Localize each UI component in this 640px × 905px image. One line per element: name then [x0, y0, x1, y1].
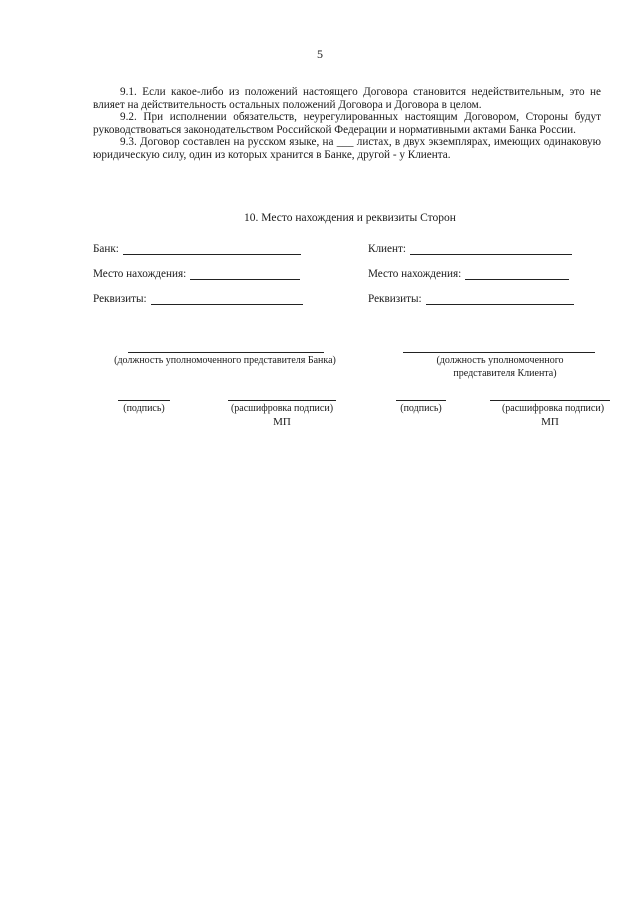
- bank-location-blank: [190, 269, 300, 280]
- clause-9-2: 9.2. При исполнении обязательств, неурегулированных настоящим Договором, Стороны будут руководствоваться законодательством Российской Федерации и нормативными актами Банка России.: [93, 111, 601, 136]
- bank-name-label: Банк:: [93, 243, 119, 255]
- clause-9-1: 9.1. Если какое-либо из положений настоящего Договора становится недействительным, это не влияет на действительность остальных положений Договора и Договора в целом.: [93, 86, 601, 111]
- client-name-blank: [410, 244, 572, 255]
- client-location-blank: [465, 269, 569, 280]
- client-details-blank: [426, 294, 574, 305]
- client-location-label: Место нахождения:: [368, 268, 462, 280]
- page-number: 5: [317, 47, 323, 61]
- clauses-block: [93, 86, 601, 162]
- bank-decoding-caption: (расшифровка подписи): [230, 403, 334, 414]
- clause-9-3: 9.3. Договор составлен на русском языке, на ___ листах, в двух экземплярах, имеющих одинаковую юридическую силу, один из которых хранится в Банке, другой - у Клиента.: [93, 136, 601, 161]
- bank-position-caption: (должность уполномоченного представителя Банка): [114, 355, 336, 366]
- client-position-line: [403, 352, 595, 353]
- client-decoding-line: [490, 400, 610, 401]
- client-decoding-caption: (расшифровка подписи): [501, 403, 605, 414]
- bank-details-label: Реквизиты:: [93, 293, 147, 305]
- client-signature-caption: (подпись): [400, 403, 442, 414]
- bank-name-field: [93, 243, 301, 255]
- section-title: 10. Место нахождения и реквизиты Сторон: [244, 212, 456, 224]
- bank-signature-line: [118, 400, 170, 401]
- bank-name-blank: [123, 244, 301, 255]
- client-details-label: Реквизиты:: [368, 293, 422, 305]
- client-position-caption-1: (должность уполномоченного: [436, 355, 564, 366]
- bank-decoding-line: [228, 400, 336, 401]
- client-details-field: [368, 293, 574, 305]
- bank-stamp-mark: МП: [273, 416, 291, 428]
- client-signature-line: [396, 400, 446, 401]
- bank-details-field: [93, 293, 303, 305]
- client-name-label: Клиент:: [368, 243, 406, 255]
- client-name-field: [368, 243, 572, 255]
- bank-position-line: [128, 352, 324, 353]
- bank-details-blank: [151, 294, 303, 305]
- client-position-caption-2: представителя Клиента): [453, 368, 557, 379]
- bank-location-label: Место нахождения:: [93, 268, 187, 280]
- bank-location-field: [93, 268, 300, 280]
- client-location-field: [368, 268, 569, 280]
- client-stamp-mark: МП: [541, 416, 559, 428]
- bank-signature-caption: (подпись): [123, 403, 165, 414]
